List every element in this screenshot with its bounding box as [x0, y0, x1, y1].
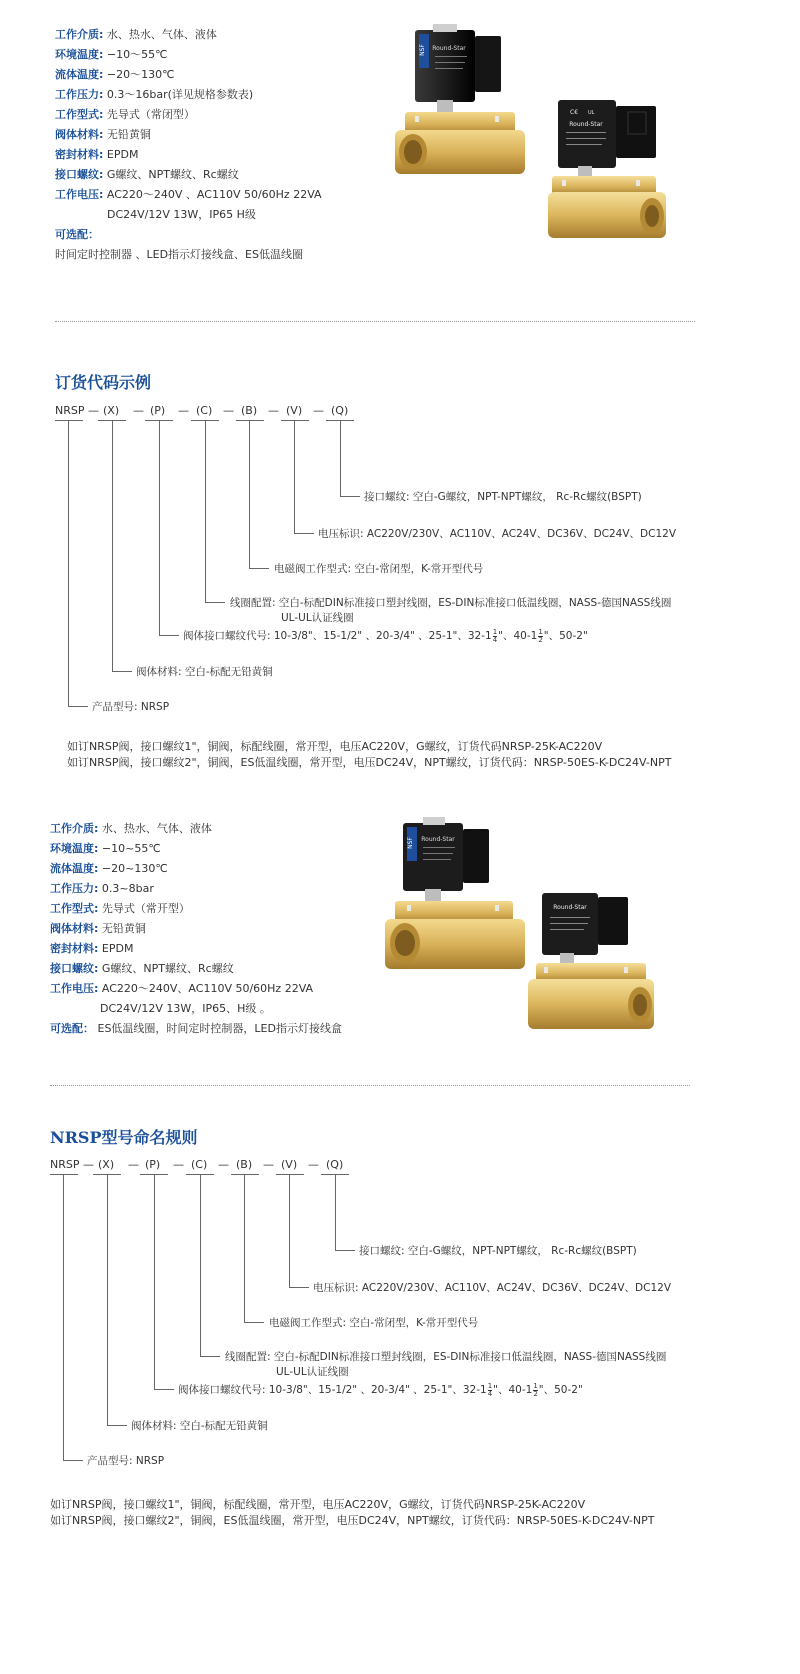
solenoid-valve-image	[385, 815, 530, 980]
code-q: (Q)	[331, 404, 349, 417]
leader-line	[335, 1250, 355, 1251]
code-x: (X)	[98, 1158, 115, 1171]
spec-row: 密封材料: EPDM	[55, 148, 139, 161]
leader-line	[294, 533, 314, 534]
leader-line	[112, 420, 113, 671]
code-q: (Q)	[326, 1158, 344, 1171]
order-example-2: 如订NRSP阀，接口螺纹2"，铜阀，ES低温线圈，常开型，电压DC24V，NPT螺纹，订货代码：NRSP-50ES-K-DC24V-NPT	[67, 756, 672, 769]
order-example-1: 如订NRSP阀，接口螺纹1"，铜阀，标配线圈，常开型，电压AC220V，G螺纹，订货代码NRSP-25K-AC220V	[50, 1498, 586, 1511]
leader-line	[335, 1174, 336, 1250]
desc-thread: 接口螺纹: 空白-G螺纹，NPT-NPT螺纹， Rc-Rc螺纹(BSPT)	[364, 491, 642, 503]
brand-label: Round-Star	[553, 904, 587, 911]
leader-line	[289, 1174, 290, 1287]
leader-line	[294, 420, 295, 533]
nsf-logo: NSF	[407, 837, 414, 849]
leader-line	[249, 420, 250, 568]
desc-voltage: 电压标识: AC220V/230V、AC110V、AC24V、DC36V、DC24V、DC12V	[318, 528, 676, 540]
code-dash: —	[223, 404, 234, 417]
voltage-line-2: DC24V/12V 13W，IP65、H级 。	[100, 1002, 271, 1015]
code-underline	[276, 1174, 304, 1175]
spec-row: 密封材料: EPDM	[50, 942, 134, 955]
options-row: 可选配： ES低温线圈，时间定时控制器，LED指示灯接线盒	[50, 1022, 342, 1035]
options-label: 可选配：	[55, 228, 99, 241]
spec-row: 阀体材料: 无铅黄铜	[50, 922, 146, 935]
spec-row: 接口螺纹: G螺纹、NPT螺纹、Rc螺纹	[55, 168, 239, 181]
leader-line	[249, 568, 269, 569]
desc-coil-ul: UL-UL认证线圈	[281, 612, 354, 624]
ul-mark: UL	[588, 110, 595, 116]
code-p: (P)	[150, 404, 166, 417]
code-b: (B)	[241, 404, 258, 417]
code-dash: —	[263, 1158, 274, 1171]
leader-line	[340, 496, 360, 497]
code-nrsp: NRSP	[50, 1158, 80, 1171]
desc-port-size: 阀体接口螺纹代号: 10-3/8"、15-1/2" 、20-3/4" 、25-1"、32-1 $\frac{1}{4}$ "、40-1 $\frac{1}{2}$ "、50-2"	[178, 1381, 583, 1398]
leader-line	[68, 420, 69, 706]
spec-row: 工作型式: 先导式（常开型）	[50, 902, 190, 915]
leader-line	[68, 706, 88, 707]
code-underline	[236, 420, 264, 421]
leader-line	[159, 420, 160, 635]
spec-row: 工作压力: 0.3～16bar(详见规格参数表)	[55, 88, 254, 101]
code-dash: —	[88, 404, 99, 417]
code-p: (P)	[145, 1158, 161, 1171]
code-dash: —	[268, 404, 279, 417]
desc-valve-type: 电磁阀工作型式: 空白-常闭型，K-常开型代号	[274, 563, 484, 575]
brand-label: Round-Star	[421, 836, 455, 843]
spec-row: 阀体材料: 无铅黄铜	[55, 128, 151, 141]
leader-line	[244, 1174, 245, 1322]
code-dash: —	[308, 1158, 319, 1171]
leader-line	[63, 1174, 64, 1460]
fraction-quarter: $\frac{1}{4}$	[487, 1381, 493, 1398]
section-title: 订货代码示例	[55, 373, 152, 392]
solenoid-valve-image	[528, 885, 658, 1040]
desc-coil: 线圈配置: 空白-标配DIN标准接口塑封线圈，ES-DIN标准接口低温线圈，NASS-德国NASS线圈	[230, 597, 672, 609]
ce-mark: C€	[570, 109, 579, 116]
divider	[50, 1085, 690, 1086]
code-dash: —	[133, 404, 144, 417]
fraction-half: $\frac{1}{2}$	[538, 627, 543, 644]
leader-line	[244, 1322, 264, 1323]
code-c: (C)	[191, 1158, 208, 1171]
code-dash: —	[218, 1158, 229, 1171]
leader-line	[107, 1425, 127, 1426]
order-example-1: 如订NRSP阀，接口螺纹1"，铜阀，标配线圈，常开型，电压AC220V，G螺纹，订货代码NRSP-25K-AC220V	[67, 740, 603, 753]
leader-line	[200, 1356, 220, 1357]
desc-body-material: 阀体材料: 空白-标配无铅黄铜	[131, 1420, 268, 1432]
brand-label: Round-Star	[432, 45, 466, 52]
fraction-half: $\frac{1}{2}$	[533, 1381, 538, 1398]
desc-model: 产品型号: NRSP	[87, 1455, 165, 1467]
voltage-line-2: DC24V/12V 13W，IP65 H级	[107, 208, 256, 221]
leader-line	[200, 1174, 201, 1356]
section-title: NRSP型号命名规则	[50, 1128, 198, 1147]
spec-row: 工作电压: AC220～240V、AC110V 50/60Hz 22VA	[50, 982, 314, 995]
code-underline	[281, 420, 309, 421]
spec-row: 接口螺纹: G螺纹、NPT螺纹、Rc螺纹	[50, 962, 234, 975]
spec-row: 工作压力: 0.3~8bar	[50, 882, 154, 895]
leader-line	[205, 420, 206, 602]
leader-line	[154, 1389, 174, 1390]
code-underline	[55, 420, 83, 421]
spec-row: 流体温度: −20~130℃	[50, 862, 168, 875]
leader-line	[159, 635, 179, 636]
spec-row: 流体温度: −20～130℃	[55, 68, 175, 81]
leader-line	[107, 1174, 108, 1425]
leader-line	[112, 671, 132, 672]
divider	[55, 321, 695, 322]
spec-row: 工作介质: 水、热水、气体、液体	[55, 28, 217, 41]
desc-body-material: 阀体材料: 空白-标配无铅黄铜	[136, 666, 273, 678]
desc-port-size: 阀体接口螺纹代号: 10-3/8"、15-1/2" 、20-3/4" 、25-1"、32-1 $\frac{1}{4}$ "、40-1 $\frac{1}{2}$ "、50-2"	[183, 627, 588, 644]
desc-thread: 接口螺纹: 空白-G螺纹，NPT-NPT螺纹， Rc-Rc螺纹(BSPT)	[359, 1245, 637, 1257]
fraction-quarter: $\frac{1}{4}$	[492, 627, 498, 644]
spec-row: 工作介质: 水、热水、气体、液体	[50, 822, 212, 835]
code-dash: —	[173, 1158, 184, 1171]
code-c: (C)	[196, 404, 213, 417]
code-v: (V)	[281, 1158, 298, 1171]
code-dash: —	[313, 404, 324, 417]
spec-row: 环境温度: −10～55℃	[55, 48, 168, 61]
order-example-2: 如订NRSP阀，接口螺纹2"，铜阀，ES低温线圈，常开型，电压DC24V，NPT螺纹，订货代码：NRSP-50ES-K-DC24V-NPT	[50, 1514, 655, 1527]
desc-coil: 线圈配置: 空白-标配DIN标准接口塑封线圈，ES-DIN标准接口低温线圈，NASS-德国NASS线圈	[225, 1351, 667, 1363]
desc-voltage: 电压标识: AC220V/230V、AC110V、AC24V、DC36V、DC24V、DC12V	[313, 1282, 671, 1294]
code-nrsp: NRSP	[55, 404, 85, 417]
code-underline	[50, 1174, 78, 1175]
leader-line	[63, 1460, 83, 1461]
nsf-logo: NSF	[419, 44, 426, 56]
leader-line	[340, 420, 341, 496]
solenoid-valve-image	[395, 22, 535, 187]
code-dash: —	[128, 1158, 139, 1171]
leader-line	[289, 1287, 309, 1288]
spec-row: 环境温度: −10~55℃	[50, 842, 161, 855]
brand-label: Round-Star	[569, 121, 603, 128]
code-x: (X)	[103, 404, 120, 417]
desc-valve-type: 电磁阀工作型式: 空白-常闭型，K-常开型代号	[269, 1317, 479, 1329]
leader-line	[205, 602, 225, 603]
spec-row: 工作型式: 先导式（常闭型）	[55, 108, 195, 121]
leader-line	[154, 1174, 155, 1389]
spec-row: 工作电压: AC220～240V 、AC110V 50/60Hz 22VA	[55, 188, 322, 201]
desc-coil-ul: UL-UL认证线圈	[276, 1366, 349, 1378]
code-underline	[231, 1174, 259, 1175]
solenoid-valve-image	[548, 96, 668, 246]
options-value: 时间定时控制器 、LED指示灯接线盒、ES低温线圈	[55, 248, 303, 261]
desc-model: 产品型号: NRSP	[92, 701, 170, 713]
code-b: (B)	[236, 1158, 253, 1171]
code-dash: —	[178, 404, 189, 417]
code-v: (V)	[286, 404, 303, 417]
code-dash: —	[83, 1158, 94, 1171]
